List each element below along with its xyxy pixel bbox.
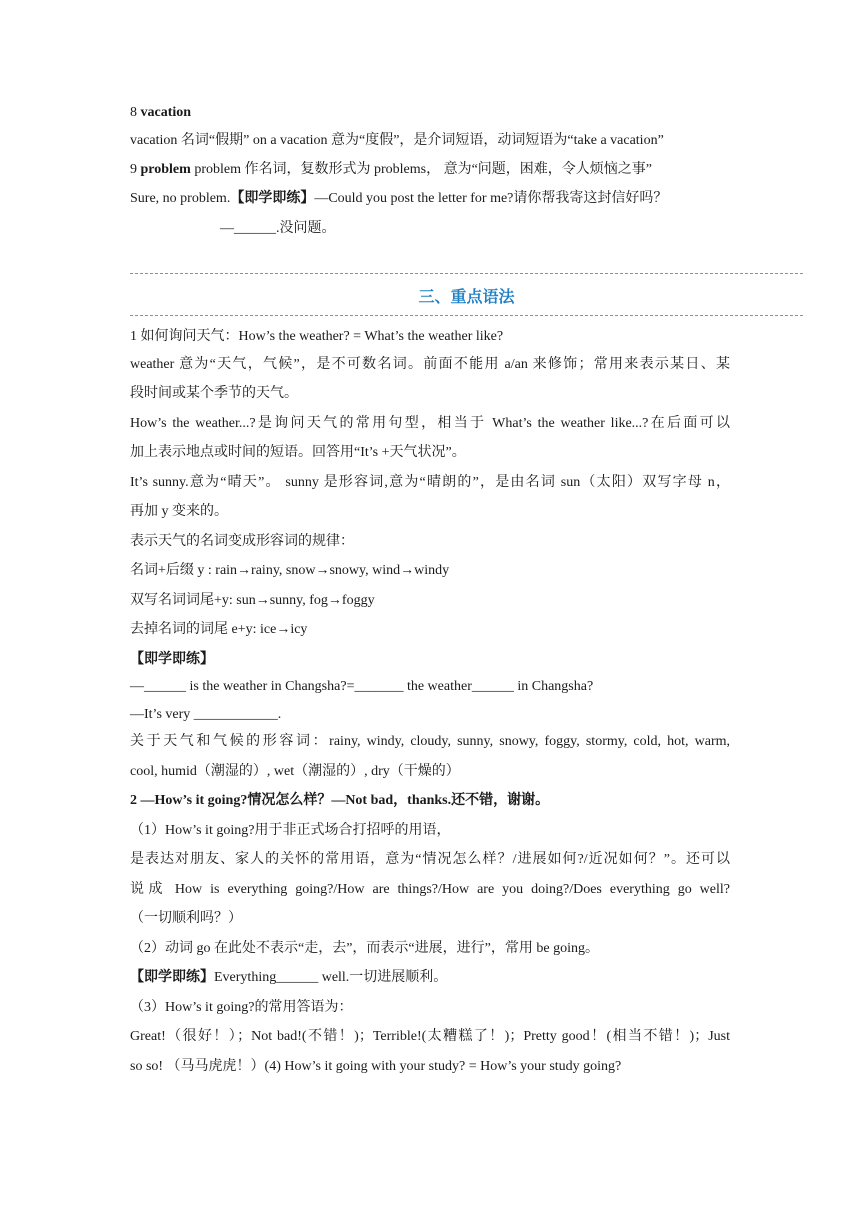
grammar-point-2-heading: 2 —How’s it going?情况怎么样？—Not bad，thanks.还不错，谢谢。	[130, 793, 550, 808]
grammar-text: so so! （马马虎虎！）(4) How’s it going with your study? = How’s your study going?	[130, 1059, 622, 1074]
section-divider-bottom	[130, 315, 803, 316]
practice-label: 【即学即练】	[230, 191, 315, 206]
practice-label: 【即学即练】	[130, 652, 214, 667]
grammar-text: 关于天气和气候的形容词：rainy, windy, cloudy, sunny, snowy, foggy, stormy, cold, hot, warm,	[130, 734, 730, 749]
section-divider-top	[130, 273, 803, 274]
section-title: 三、重点语法	[418, 287, 515, 306]
practice-label: 【即学即练】	[130, 970, 214, 985]
grammar-rule: 名词+后缀 y : rain→rainy, snow→snowy, wind→windy	[130, 563, 450, 578]
item-number: 9	[130, 162, 141, 177]
grammar-text: （2）动词 go 在此处不表示“走，去”，而表示“进展，进行”，常用 be going。	[130, 941, 599, 956]
grammar-text: 再加 y 变来的。	[130, 504, 228, 519]
practice-line	[130, 968, 730, 988]
grammar-text: 说成 How is everything going?/How are things?/How are you doing?/Does everything go well?	[130, 882, 730, 897]
example-phrase: Sure, no problem.	[130, 191, 231, 206]
item-number: 8	[130, 105, 141, 120]
grammar-text: （一切顺利吗？）	[130, 911, 242, 926]
vocab-line-8	[130, 103, 730, 123]
practice-answer: —It’s very ____________.	[130, 707, 282, 722]
grammar-text: Great!（很好！）；Not bad!(不错！)；Terrible!(太糟糕了！)；Pretty good！(相当不错！)；Just	[130, 1029, 730, 1044]
problem-explanation: problem 作名词，复数形式为 problems， 意为“问题，困难，令人烦恼之事”	[190, 162, 652, 177]
grammar-text: How’s the weather...?是询问天气的常用句型，相当于 What’s the weather like...?在后面可以	[130, 416, 730, 431]
grammar-text: cool, humid（潮湿的）, wet（潮湿的）, dry（干燥的）	[130, 764, 460, 779]
practice-line	[130, 189, 730, 209]
vocab-vacation-explanation: vacation 名词“假期” on a vacation 意为“度假”，是介词短语，动词短语为“take a vacation”	[130, 133, 664, 148]
vocab-line-9	[130, 160, 730, 180]
practice-question: Everything______ well.一切进展顺利。	[214, 970, 448, 985]
grammar-text: 加上表示地点或时间的短语。回答用“It’s +天气状况”。	[130, 445, 466, 460]
grammar-text: （1）How’s it going?用于非正式场合打招呼的用语，	[130, 823, 451, 838]
keyword-vacation: vacation	[140, 105, 192, 120]
grammar-point-1-heading: 1 如何询问天气：How’s the weather? = What’s the weather like?	[130, 329, 504, 344]
grammar-rule: 去掉名词的词尾 e+y: ice→icy	[130, 622, 308, 637]
grammar-text: 是表达对朋友、家人的关怀的常用语，意为“情况怎么样？/进展如何?/近况如何？”。还可以	[130, 852, 730, 867]
practice-question: —Could you post the letter for me?请你帮我寄这封信好吗？	[314, 191, 668, 206]
keyword-problem: problem	[140, 162, 191, 177]
practice-answer: —______.没问题。	[220, 221, 336, 236]
grammar-rule: 双写名词词尾+y: sun→sunny, fog→foggy	[130, 593, 375, 608]
grammar-text: weather 意为“天气，气候”，是不可数名词。前面不能用 a/an 来修饰；常用来表示某日、某	[130, 357, 730, 372]
grammar-text: 段时间或某个季节的天气。	[130, 386, 298, 401]
grammar-text: （3）How’s it going?的常用答语为：	[130, 1000, 353, 1015]
practice-question: —______ is the weather in Changsha?=_______ the weather______ in Changsha?	[130, 679, 594, 694]
grammar-text: It’s sunny.意为“晴天”。 sunny 是形容词,意为“晴朗的”，是由名词 sun（太阳）双写字母 n，	[130, 475, 730, 490]
grammar-text: 表示天气的名词变成形容词的规律：	[130, 534, 354, 549]
